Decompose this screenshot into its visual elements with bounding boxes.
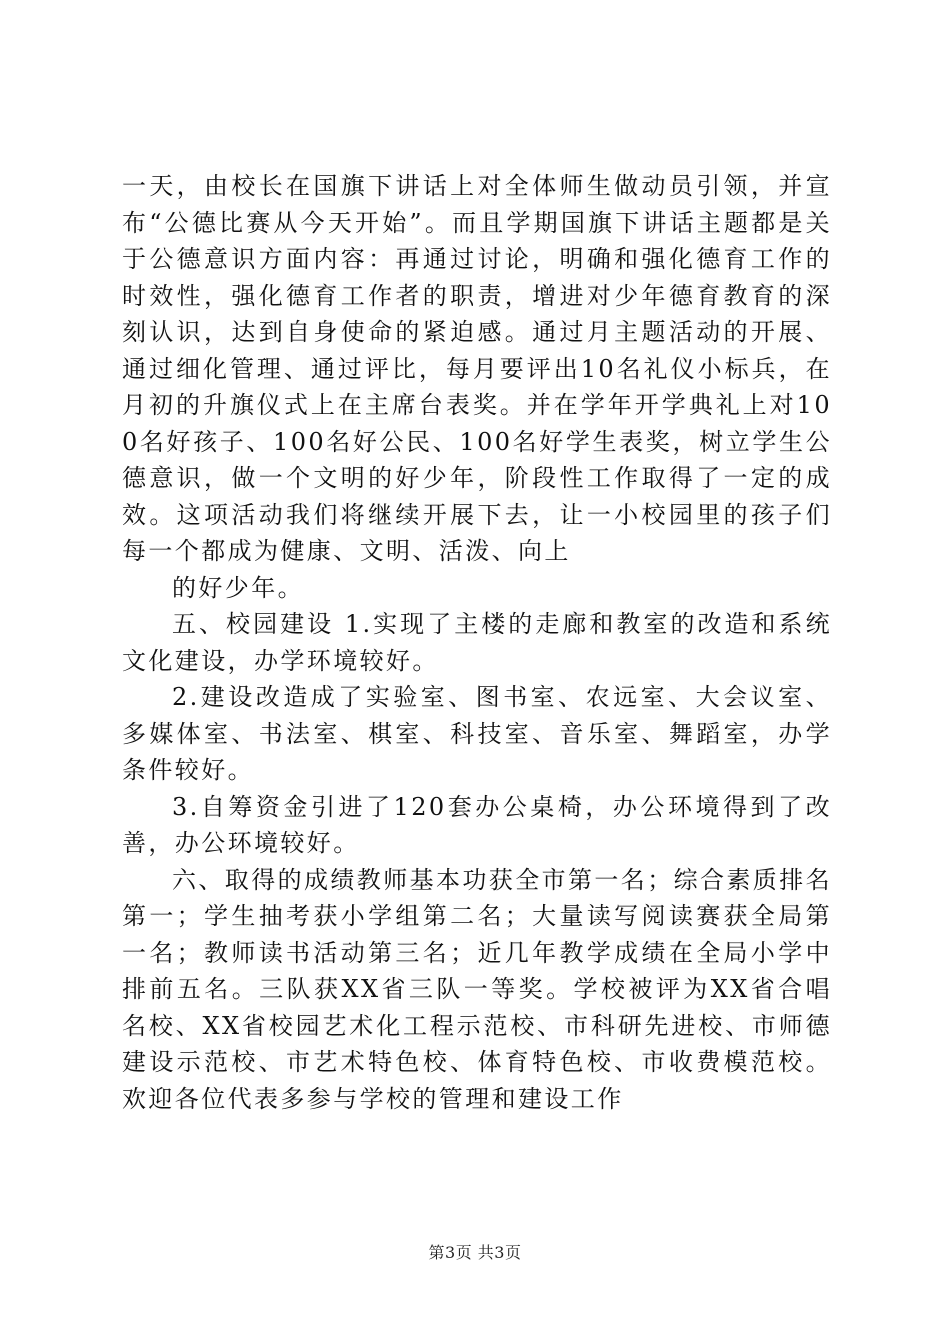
- paragraph-facilities: 2.建设改造成了实验室、图书室、农远室、大会议室、多媒体室、书法室、棋室、科技室、音乐室、舞蹈室，办学条件较好。: [122, 683, 832, 784]
- paragraph-achievements: 六、取得的成绩教师基本功获全市第一名；综合素质排名第一；学生抽考获小学组第二名；大量读写阅读赛获全局第一名；教师读书活动第三名；近几年教学成绩在全局小学中排前五名。三队获XX省三队一等奖。学校被评为XX省合唱名校、XX省校园艺术化工程示范校、市科研先进校、市师德建设示范校、市艺术特色校、体育特色校、市收费模范校。欢迎各位代表多参与学校的管理和建设工作: [122, 865, 832, 1113]
- paragraph-campus-construction: 五、校园建设 1.实现了主楼的走廊和教室的改造和系统文化建设，办学环境较好。: [122, 610, 832, 675]
- paragraph-good-youth: 的好少年。: [172, 573, 304, 602]
- paragraph-mobilization: 一天，由校长在国旗下讲话上对全体师生做动员引领，并宣布“公德比赛从今天开始”。而且学期国旗下讲话主题都是关于公德意识方面内容：再通过讨论，明确和强化德育工作的时效性，强化德育工作者的职责，增进对少年德育教育的深刻认识，达到自身使命的紧迫感。通过月主题活动的开展、通过细化管理、通过评比，每月要评出10名礼仪小标兵，在月初的升旗仪式上在主席台表奖。并在学年开学典礼上对100名好孩子、100名好公民、100名好学生表奖，树立学生公德意识，做一个文明的好少年，阶段性工作取得了一定的成效。这项活动我们将继续开展下去，让一小校园里的孩子们每一个都成为健康、文明、活泼、向上: [122, 172, 832, 565]
- document-body: [122, 168, 832, 1117]
- page-number-footer: 第3页 共3页: [428, 1243, 522, 1262]
- paragraph-office-furniture: 3.自筹资金引进了120套办公桌椅，办公环境得到了改善，办公环境较好。: [122, 792, 832, 857]
